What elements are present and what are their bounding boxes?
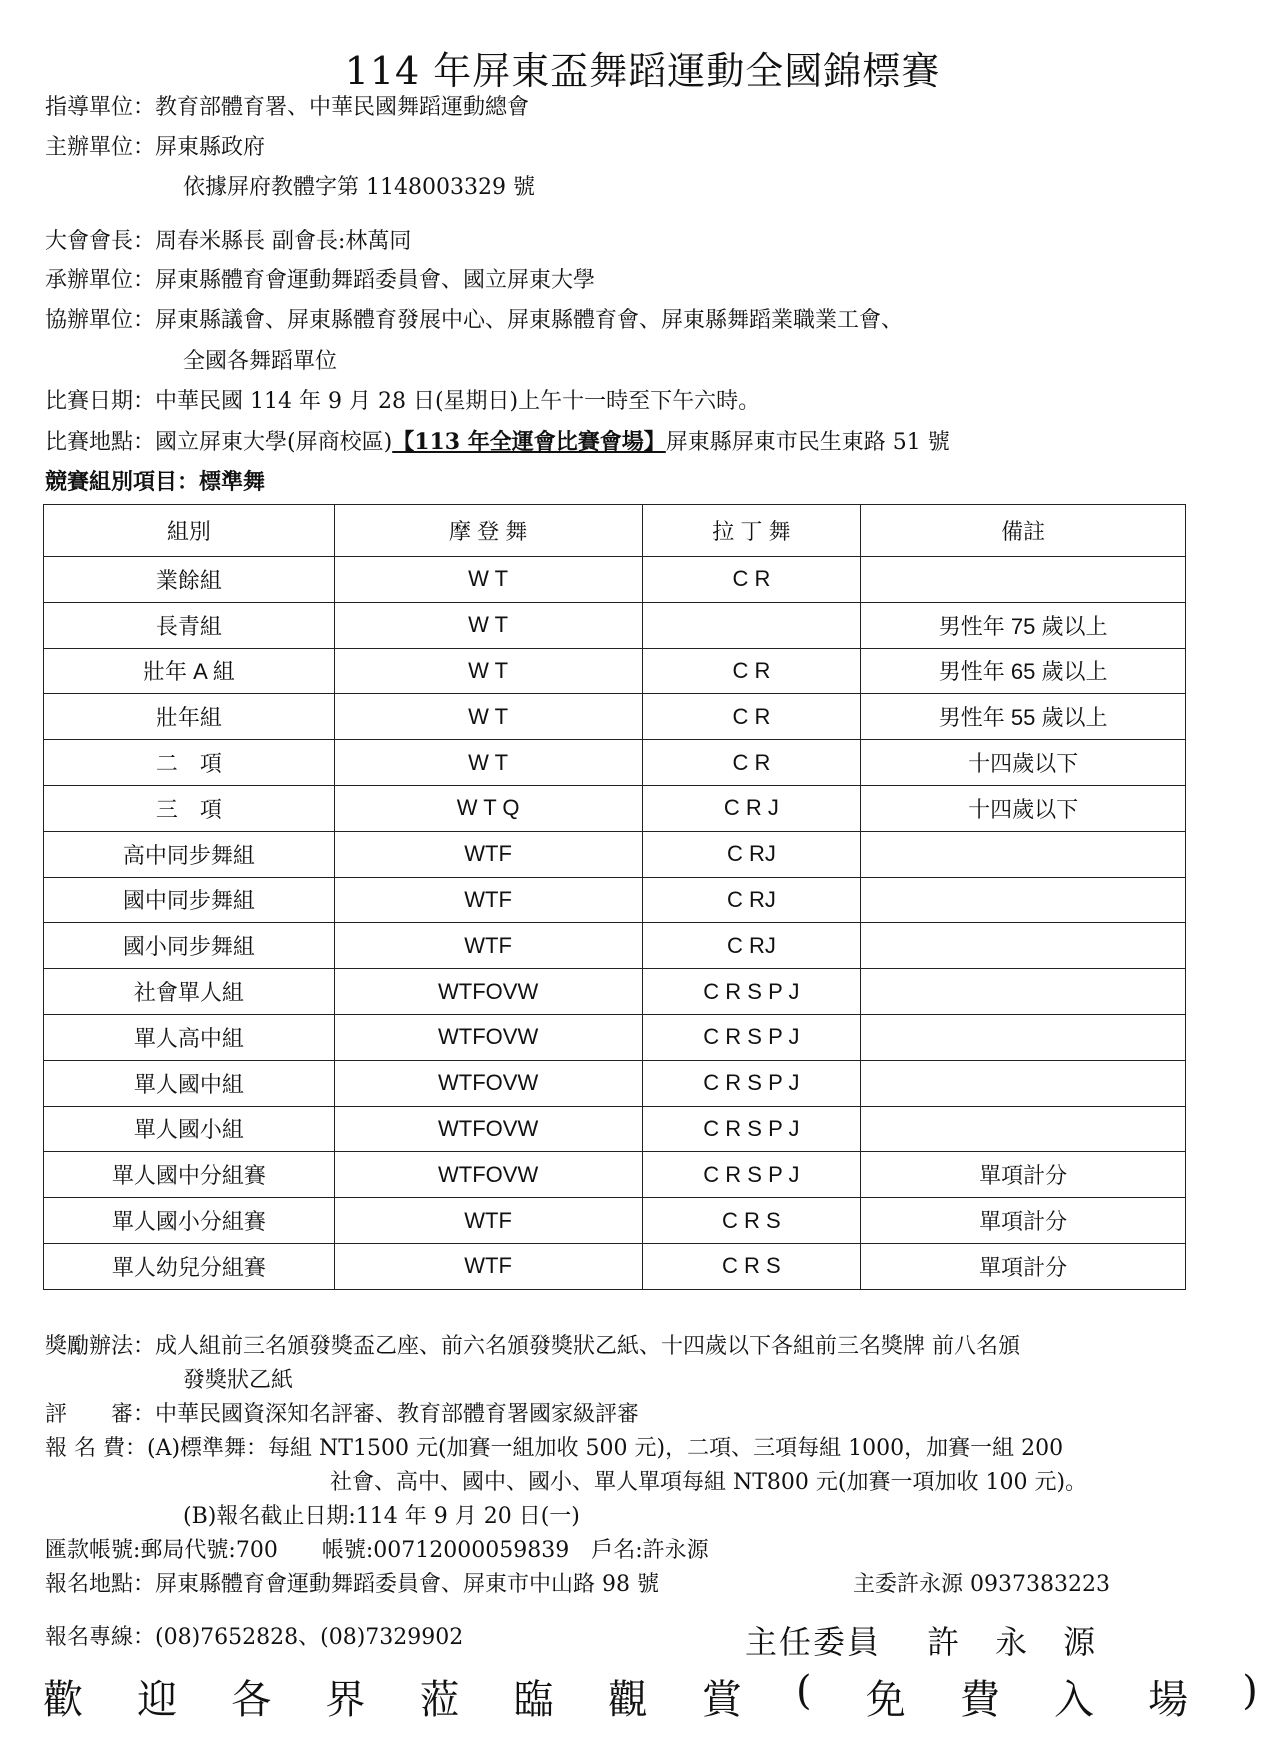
event-date (45, 387, 760, 417)
cell-modern: WTFOVW (334, 1060, 642, 1106)
cell-remarks: 單項計分 (861, 1152, 1186, 1198)
cell-group: 壯年 A 組 (44, 648, 335, 694)
entry-fee-value: (A)標準舞：每組 NT1500 元(加賽一組加收 500 元)，二項、三項每組 1000，加賽一組 200 (147, 1436, 1064, 1461)
welcome-char: 蒞 (419, 1677, 460, 1723)
judges-label: 評 審： (45, 1402, 156, 1427)
cell-group: 單人幼兒分組賽 (44, 1243, 335, 1289)
welcome-char: ( (796, 1668, 812, 1714)
welcome-char: 觀 (607, 1677, 648, 1723)
cell-remarks: 男性年 65 歲以上 (861, 648, 1186, 694)
co-organizer-label: 協辦單位： (45, 308, 156, 333)
cell-modern: WTF (334, 923, 642, 969)
document-title: 114 年屏東盃舞蹈運動全國錦標賽 (344, 49, 941, 93)
table-row (44, 1060, 1186, 1106)
cell-group: 單人高中組 (44, 1014, 335, 1060)
cell-remarks: 十四歲以下 (861, 740, 1186, 786)
organizer-label: 承辦單位： (45, 268, 156, 293)
cell-modern: WTFOVW (334, 1106, 642, 1152)
cell-remarks (861, 557, 1186, 603)
cell-group: 單人國小組 (44, 1106, 335, 1152)
cell-modern: W T (334, 557, 642, 603)
cell-modern: WTF (334, 877, 642, 923)
section-heading: 競賽組別項目：標準舞 (45, 469, 266, 495)
welcome-char: 免 (865, 1677, 906, 1723)
table-row (44, 602, 1186, 648)
welcome-char: 各 (231, 1677, 272, 1723)
cell-latin: C R (642, 694, 861, 740)
cell-remarks: 男性年 55 歲以上 (861, 694, 1186, 740)
registration-hotline: 報名專線：(08)7652828、(08)7329902 (45, 1625, 464, 1650)
judges (45, 1400, 639, 1430)
cell-modern: WTF (334, 1243, 642, 1289)
cell-remarks (861, 831, 1186, 877)
cell-modern: W T Q (334, 785, 642, 831)
organizer-value: 屏東縣體育會運動舞蹈委員會、國立屏東大學 (155, 268, 596, 293)
cell-remarks: 男性年 75 歲以上 (861, 602, 1186, 648)
event-venue-label: 比賽地點： (45, 430, 156, 455)
table-row (44, 1106, 1186, 1152)
guide-unit-label: 指導單位： (45, 95, 156, 120)
cell-latin: C RJ (642, 831, 861, 877)
cell-group: 三 項 (44, 785, 335, 831)
remittance-account: 匯款帳號:郵局代號:700 帳號:00712000059839 戶名:許永源 (45, 1538, 709, 1563)
award-value: 成人組前三名頒發獎盃乙座、前六名頒發獎狀乙紙、十四歲以下各組前三名獎牌 前八名頒 (155, 1334, 1021, 1359)
guide-unit-value: 教育部體育署、中華民國舞蹈運動總會 (155, 95, 530, 120)
welcome-char: 迎 (137, 1677, 178, 1723)
table-row (44, 557, 1186, 603)
cell-modern: WTF (334, 1198, 642, 1244)
host-unit-value: 屏東縣政府 (155, 135, 266, 160)
cell-group: 單人國中分組賽 (44, 1152, 335, 1198)
cell-latin: C R (642, 557, 861, 603)
registration-location-value: 屏東縣體育會運動舞蹈委員會、屏東市中山路 98 號 (155, 1572, 659, 1597)
cell-group: 二 項 (44, 740, 335, 786)
table-row (44, 969, 1186, 1015)
cell-latin: C R (642, 648, 861, 694)
co-organizer-continued: 全國各舞蹈單位 (183, 349, 338, 374)
cell-remarks (861, 877, 1186, 923)
co-organizer-value: 屏東縣議會、屏東縣體育發展中心、屏東縣體育會、屏東縣舞蹈業職業工會、 (155, 308, 904, 333)
cell-latin: C R S P J (642, 1106, 861, 1152)
president-label: 大會會長： (45, 229, 156, 254)
welcome-char: 場 (1148, 1677, 1189, 1723)
welcome-char: 界 (325, 1677, 366, 1723)
welcome-char: 費 (959, 1677, 1000, 1723)
cell-remarks (861, 1106, 1186, 1152)
table-row (44, 1152, 1186, 1198)
registration-location (45, 1570, 659, 1600)
entry-fee-label: 報 名 費： (45, 1436, 147, 1461)
cell-remarks: 單項計分 (861, 1243, 1186, 1289)
chief-commissioner-signature: 主任委員 許 永 源 (745, 1623, 1098, 1661)
header-latin: 拉 丁 舞 (642, 505, 861, 557)
event-venue-highlight: 【113 年全運會比賽會場】 (392, 429, 666, 455)
award-rules (45, 1332, 1020, 1362)
table-row (44, 831, 1186, 877)
cell-modern: WTFOVW (334, 1014, 642, 1060)
table-row (44, 648, 1186, 694)
cell-modern: WTFOVW (334, 1152, 642, 1198)
judges-value: 中華民國資深知名評審、教育部體育署國家級評審 (155, 1402, 640, 1427)
cell-remarks (861, 969, 1186, 1015)
welcome-banner (43, 1668, 1258, 1725)
guide-unit (45, 93, 529, 123)
table-row (44, 1198, 1186, 1244)
welcome-char: 臨 (513, 1677, 554, 1723)
table-row (44, 877, 1186, 923)
event-date-label: 比賽日期： (45, 389, 156, 414)
cell-group: 長青組 (44, 602, 335, 648)
event-venue-name: 國立屏東大學(屏商校區) (155, 430, 393, 455)
cell-group: 業餘組 (44, 557, 335, 603)
table-row (44, 923, 1186, 969)
cell-latin: C R S P J (642, 1152, 861, 1198)
table-row (44, 1014, 1186, 1060)
cell-group: 社會單人組 (44, 969, 335, 1015)
co-organizer-unit (45, 306, 903, 336)
cell-group: 壯年組 (44, 694, 335, 740)
cell-latin: C R S P J (642, 969, 861, 1015)
cell-remarks (861, 1060, 1186, 1106)
event-venue (45, 427, 950, 458)
welcome-char: 歡 (43, 1677, 83, 1723)
header-modern: 摩 登 舞 (334, 505, 642, 557)
cell-latin: C R S (642, 1243, 861, 1289)
entry-fee-continued: 社會、高中、國中、國小、單人單項每組 NT800 元(加賽一項加收 100 元)。 (330, 1470, 1088, 1495)
host-unit-label: 主辦單位： (45, 135, 156, 160)
cell-modern: W T (334, 648, 642, 694)
header-remarks: 備註 (861, 505, 1186, 557)
event-venue-address: 屏東縣屏東市民生東路 51 號 (665, 430, 950, 455)
cell-latin: C R J (642, 785, 861, 831)
cell-group: 高中同步舞組 (44, 831, 335, 877)
welcome-char: ) (1242, 1668, 1258, 1714)
host-unit (45, 133, 265, 163)
president-value: 周春米縣長 副會長:林萬同 (155, 229, 412, 254)
table-row (44, 785, 1186, 831)
cell-modern: W T (334, 602, 642, 648)
cell-latin: C RJ (642, 923, 861, 969)
cell-group: 國小同步舞組 (44, 923, 335, 969)
table-row (44, 740, 1186, 786)
cell-group: 單人國小分組賽 (44, 1198, 335, 1244)
cell-latin: C R S P J (642, 1014, 861, 1060)
cell-modern: WTFOVW (334, 969, 642, 1015)
cell-latin: C R (642, 740, 861, 786)
president (45, 227, 411, 257)
cell-remarks: 十四歲以下 (861, 785, 1186, 831)
cell-latin: C R S (642, 1198, 861, 1244)
registration-location-label: 報名地點： (45, 1572, 156, 1597)
contact-person: 主委許永源 0937383223 (853, 1572, 1110, 1597)
competition-table (43, 504, 1186, 1290)
welcome-char: 賞 (701, 1677, 742, 1723)
registration-deadline: (B)報名截止日期:114 年 9 月 20 日(一) (183, 1504, 580, 1529)
cell-group: 國中同步舞組 (44, 877, 335, 923)
event-date-value: 中華民國 114 年 9 月 28 日(星期日)上午十一時至下午六時。 (155, 389, 761, 414)
cell-latin: C RJ (642, 877, 861, 923)
cell-modern: W T (334, 740, 642, 786)
cell-modern: W T (334, 694, 642, 740)
header-group: 組別 (44, 505, 335, 557)
entry-fee (45, 1434, 1063, 1464)
table-header-row (44, 505, 1186, 557)
cell-group: 單人國中組 (44, 1060, 335, 1106)
cell-modern: WTF (334, 831, 642, 877)
table-row (44, 694, 1186, 740)
table-row (44, 1243, 1186, 1289)
cell-remarks (861, 923, 1186, 969)
cell-remarks: 單項計分 (861, 1198, 1186, 1244)
cell-latin (642, 602, 861, 648)
award-continued: 發獎狀乙紙 (183, 1368, 294, 1393)
cell-remarks (861, 1014, 1186, 1060)
welcome-char: 入 (1053, 1677, 1094, 1723)
award-label: 獎勵辦法： (45, 1334, 156, 1359)
organizer-unit (45, 266, 595, 296)
cell-latin: C R S P J (642, 1060, 861, 1106)
host-reference: 依據屏府教體字第 1148003329 號 (183, 175, 535, 200)
